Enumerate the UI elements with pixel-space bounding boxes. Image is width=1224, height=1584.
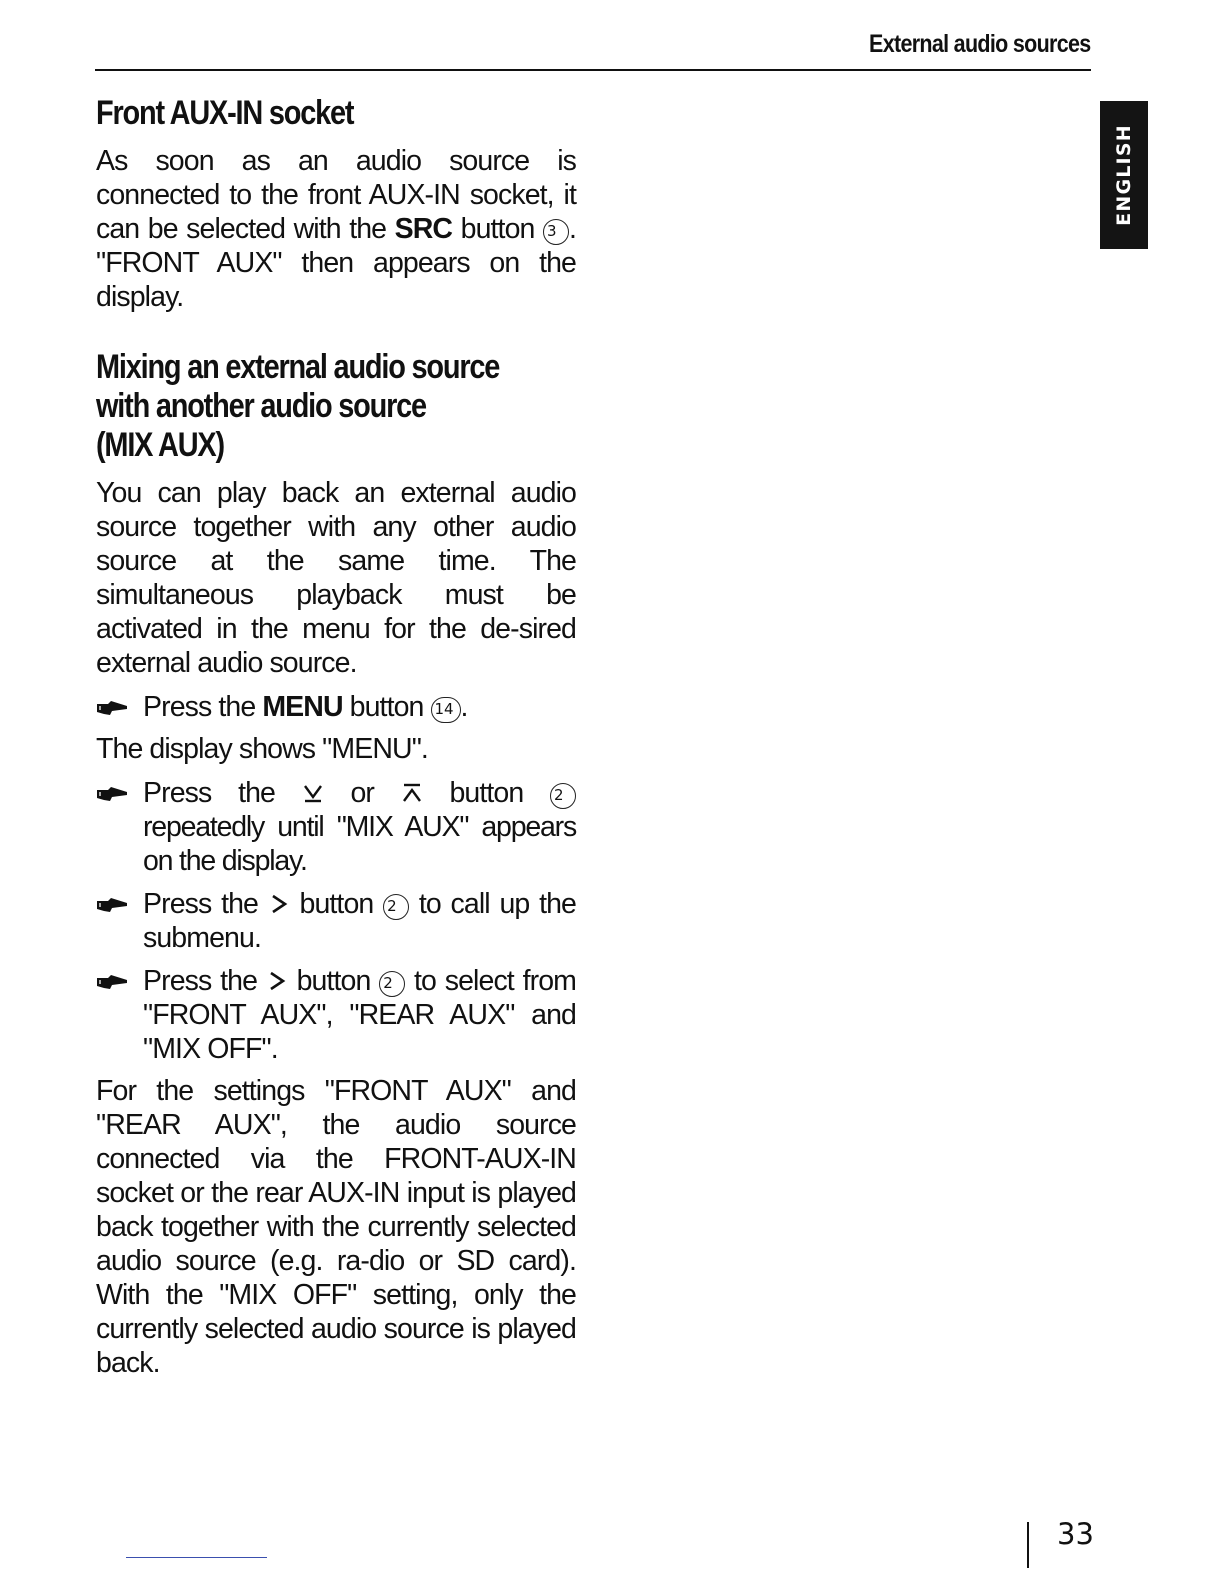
instruction-step: Press the or button 2 repeatedly until "MIX AUX" appears on the display. xyxy=(96,776,576,878)
page-number-bar xyxy=(1027,1522,1029,1568)
running-header: External audio sources xyxy=(868,30,1090,58)
callout-2: 2 xyxy=(379,971,405,997)
front-aux-paragraph: As soon as an audio source is connected to the front AUX-IN socket, it can be selected with the SRC button 3 . "FRONT AUX" then appears on the display. xyxy=(96,145,577,313)
pointing-hand-icon xyxy=(96,895,128,915)
callout-14: 14 xyxy=(431,697,461,723)
menu-key: MENU xyxy=(262,691,343,723)
header-rule xyxy=(95,69,1091,71)
callout-3: 3 xyxy=(543,219,569,245)
right-arrow-icon xyxy=(266,970,288,992)
footer-rule xyxy=(126,1557,267,1558)
page-number: 33 xyxy=(1057,1517,1094,1551)
src-key: SRC xyxy=(394,213,453,245)
instruction-step: Press the button 2 to select from "FRONT AUX", "REAR AUX" and "MIX OFF". xyxy=(96,964,576,1066)
closing-paragraph: For the settings "FRONT AUX" and "REAR AUX", the audio source connected via the FRONT-AUX-IN socket or the rear AUX-IN input is played back together with the currently selected audio source (e.g. ra-dio or SD card). With the "MIX OFF" setting, only the currently selected audio source is played back. xyxy=(96,1075,576,1379)
language-tab xyxy=(1100,101,1148,249)
pointing-hand-icon xyxy=(96,698,128,718)
pointing-hand-icon xyxy=(96,784,128,804)
section-heading-front-aux: Front AUX-IN socket xyxy=(96,94,354,132)
content-column xyxy=(96,94,576,1380)
up-arrow-icon xyxy=(401,782,423,804)
section-heading-mix-aux: Mixing an external audio source with another audio source (MIX AUX) xyxy=(96,348,500,464)
right-arrow-icon xyxy=(268,893,290,915)
down-arrow-icon xyxy=(302,782,324,804)
result-text: The display shows "MENU". xyxy=(96,733,428,765)
language-tab-label: ENGLISH xyxy=(1113,124,1135,226)
callout-2: 2 xyxy=(550,783,576,809)
mix-intro-paragraph: You can play back an external audio source together with any other audio source at the same time. The simultaneous playback must be activated in the menu for the de-sired external audio source. xyxy=(96,477,576,679)
callout-2: 2 xyxy=(383,894,409,920)
pointing-hand-icon xyxy=(96,972,128,992)
instruction-step: Press the MENU button 14 . xyxy=(96,690,576,724)
instruction-step: Press the button 2 to call up the submenu. xyxy=(96,887,576,955)
